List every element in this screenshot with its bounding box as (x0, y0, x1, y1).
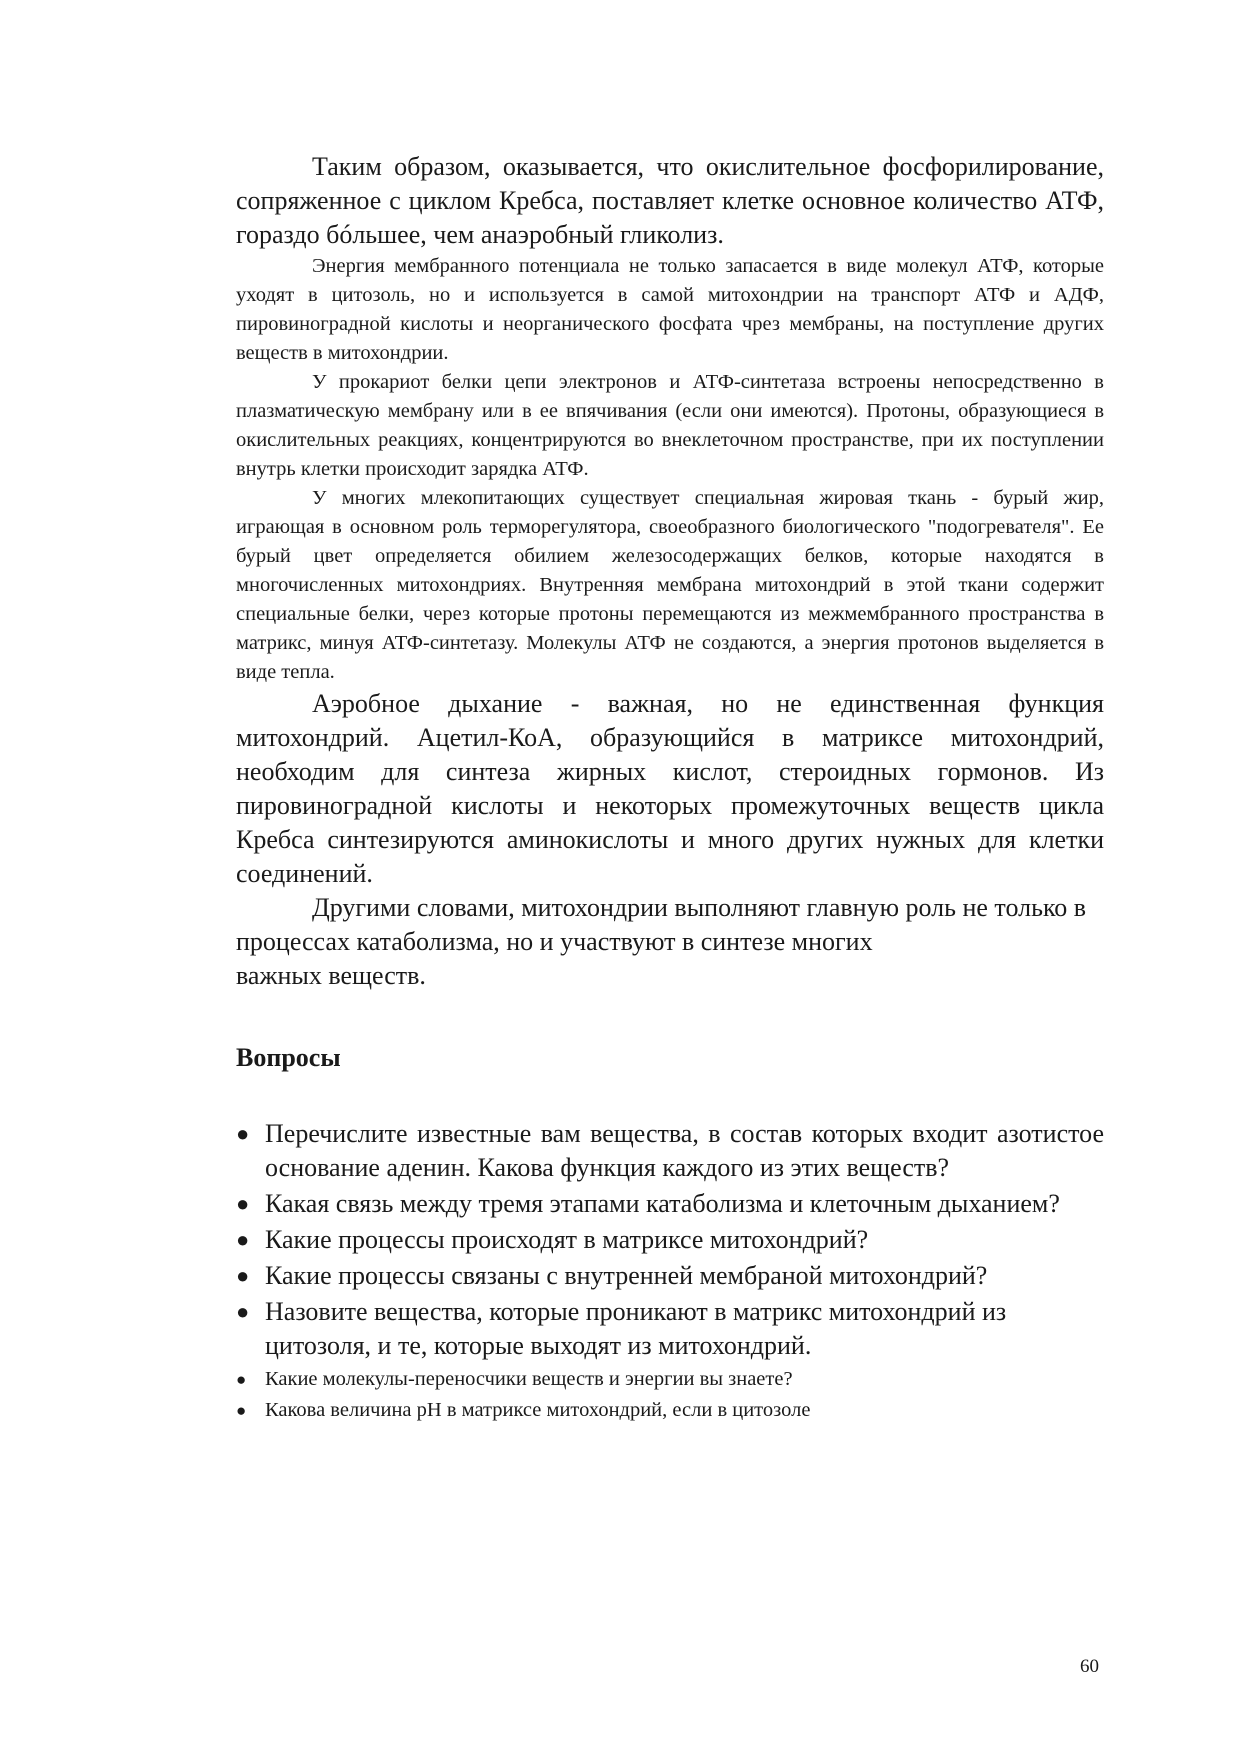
question-text: Какие молекулы-переносчики веществ и энергии вы знаете? (265, 1368, 793, 1390)
paragraph-conclusion-end: важных веществ. (236, 961, 426, 990)
question-item (236, 1259, 1104, 1293)
bullet-icon: ● (236, 1191, 250, 1216)
questions-list (236, 1117, 1104, 1425)
question-item (236, 1117, 1104, 1185)
question-item (236, 1295, 1104, 1363)
paragraph-aerobic-respiration: Аэробное дыхание - важная, но не единственная функция митохондрий. Ацетил-КоА, образующийся в матриксе митохондрий, необходим для синтеза жирных кислот, стероидных гормонов. Из пировиноградной кислоты и некоторых промежуточных веществ цикла Кребса синтезируются аминокислоты и много других нужных для клетки соединений. (236, 689, 1104, 888)
paragraph-oxidative-phosphorylation: Таким образом, оказывается, что окислительное фосфорилирование, сопряженное с циклом Кребса, поставляет клетке основное количество АТФ, гораздо бóльшее, чем анаэробный гликолиз. (236, 152, 1104, 249)
question-item (236, 1223, 1104, 1257)
paragraph-brown-fat: У многих млекопитающих существует специальная жировая ткань - бурый жир, играющая в основном роль терморегулятора, своеобразного биологического "подогревателя". Ее бурый цвет определяется обилием железосодержащих белков, которые находятся в многочисленных митохондриях. Внутренняя мембрана митохондрий в этой ткани содержит специальные белки, через которые протоны перемещаются из межмембранного пространства в матрикс, минуя АТФ-синтетазу. Молекулы АТФ не создаются, а энергия протонов выделяется в виде тепла. (236, 487, 1104, 683)
document-body (236, 150, 1104, 1427)
question-text: Назовите вещества, которые проникают в матрикс митохондрий из цитозоля, и те, которые выходят из митохондрий. (265, 1297, 1007, 1360)
bullet-icon: ● (236, 1121, 250, 1146)
paragraph-prokaryotes: У прокариот белки цепи электронов и АТФ-синтетаза встроены непосредственно в плазматическую мембрану или в ее впячивания (если они имеются). Протоны, образующиеся в окислительных реакциях, концентрируются во внеклеточном пространстве, при их поступлении внутрь клетки происходит зарядка АТФ. (236, 371, 1104, 480)
question-text: Какие процессы связаны с внутренней мембраной митохондрий? (265, 1261, 988, 1290)
question-text: Какие процессы происходят в матриксе митохондрий? (265, 1225, 869, 1254)
questions-heading: Вопросы (236, 1043, 341, 1072)
question-item (236, 1365, 1104, 1394)
page-number: 60 (1080, 1656, 1099, 1677)
question-item (236, 1187, 1104, 1221)
paragraph-conclusion: Другими словами, митохондрии выполняют главную роль не только в процессах катаболизма, но и участвуют в синтезе многих (236, 893, 1087, 956)
paragraph-membrane-potential: Энергия мембранного потенциала не только запасается в виде молекул АТФ, которые уходят в цитозоль, но и используется в самой митохондрии на транспорт АТФ и АДФ, пировиноградной кислоты и неорганического фосфата чрез мембраны, на поступление других веществ в митохондрии. (236, 255, 1104, 364)
question-item (236, 1396, 1104, 1425)
bullet-icon: ● (236, 1227, 250, 1252)
question-text: Какова величина рН в матриксе митохондрий, если в цитозоле (265, 1399, 811, 1421)
bullet-icon: ● (236, 1299, 250, 1324)
bullet-icon: ● (236, 1401, 247, 1420)
bullet-icon: ● (236, 1263, 250, 1288)
bullet-icon: ● (236, 1370, 247, 1389)
question-text: Какая связь между тремя этапами катаболизма и клеточным дыханием? (265, 1189, 1060, 1218)
question-text: Перечислите известные вам вещества, в состав которых входит азотистое основание аденин. Какова функция каждого из этих веществ? (265, 1119, 1104, 1182)
